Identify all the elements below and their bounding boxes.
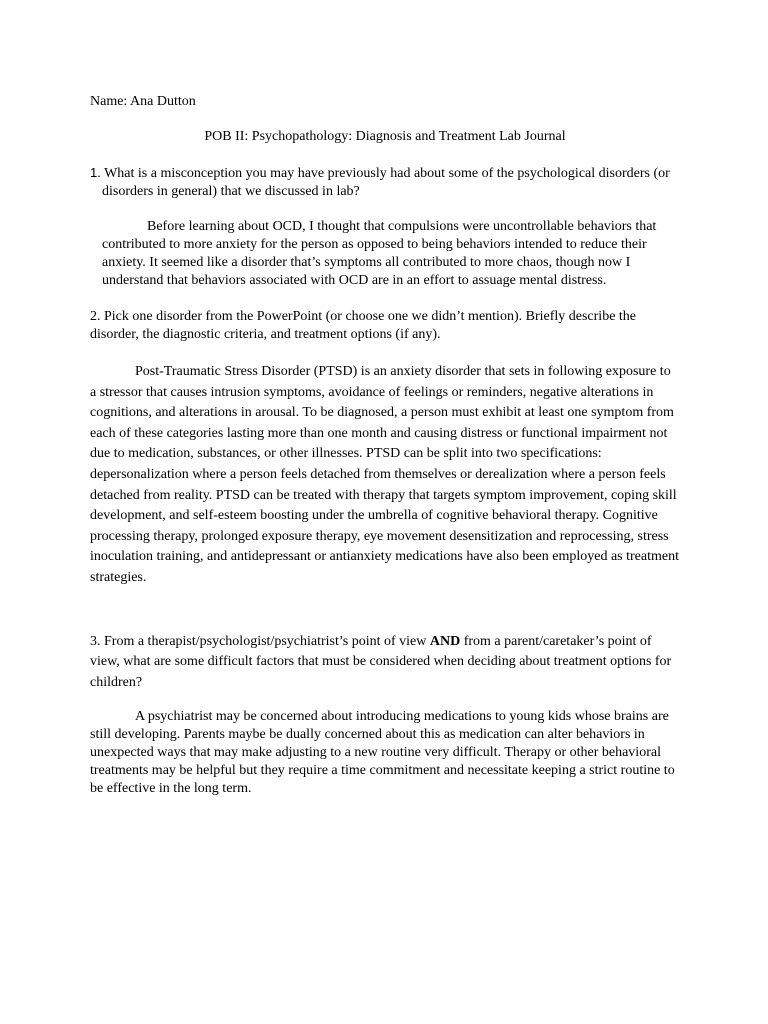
document-title: POB II: Psychopathology: Diagnosis and Treatment Lab Journal bbox=[204, 129, 566, 144]
answer-3: A psychiatrist may be concerned about introducing medications to young kids whose brains are still developing. Parents maybe be dually concerned about this as medication can alter behaviors in unexpected ways that may make adjusting to a new routine very difficult. Therapy or other behavioral treatments may be helpful but they require a time commitment and necessitate keeping a strict routine to be effective in the long term. bbox=[90, 709, 675, 797]
question-2: 2. Pick one disorder from the PowerPoint (or choose one we didn’t mention). Briefly describe the disorder, the diagnostic criteria, and treatment options (if any). bbox=[90, 309, 637, 342]
question-3-text-after: from a parent/caretaker’s point of view, what are some difficult factors that must be considered when deciding about treatment options for children? bbox=[90, 633, 672, 690]
question-1-text: What is a misconception you may have previously had about some of the psychological disorders (or disorders in general) that we discussed in lab? bbox=[102, 166, 670, 199]
document-page bbox=[90, 93, 680, 798]
student-name: Name: Ana Dutton bbox=[90, 94, 196, 109]
question-3-emphasis: AND bbox=[429, 633, 461, 649]
question-1 bbox=[90, 164, 680, 201]
question-3 bbox=[90, 632, 680, 694]
answer-1: Before learning about OCD, I thought that compulsions were uncontrollable behaviors that contributed to more anxiety for the person as opposed to being behaviors intended to reduce their anxiety. It seemed like a disorder that’s symptoms all contributed to more chaos, though now I understand that behaviors associated with OCD are in an effort to assuage mental distress. bbox=[102, 219, 657, 288]
question-1-number: 1. bbox=[90, 165, 101, 180]
answer-2: Post-Traumatic Stress Disorder (PTSD) is an anxiety disorder that sets in following exposure to a stressor that causes intrusion symptoms, avoidance of feelings or reminders, negative alterations in cognitions, and alterations in arousal. To be diagnosed, a person must exhibit at least one symptom from each of these categories lasting more than one month and causing distress or functional impairment not due to medication, substances, or other illnesses. PTSD can be split into two specifications: depersonalization where a person feels detached from themselves or derealization where a person feels detached from reality. PTSD can be treated with therapy that targets symptom improvement, coping skill development, and self-esteem boosting under the umbrella of cognitive behavioral therapy. Cognitive processing therapy, prolonged exposure therapy, eye movement desensitization and reprocessing, stress inoculation training, and antidepressant or antianxiety medications have also been employed as treatment strategies. bbox=[90, 364, 679, 585]
question-3-text-before: 3. From a therapist/psychologist/psychiatrist’s point of view bbox=[90, 633, 430, 649]
